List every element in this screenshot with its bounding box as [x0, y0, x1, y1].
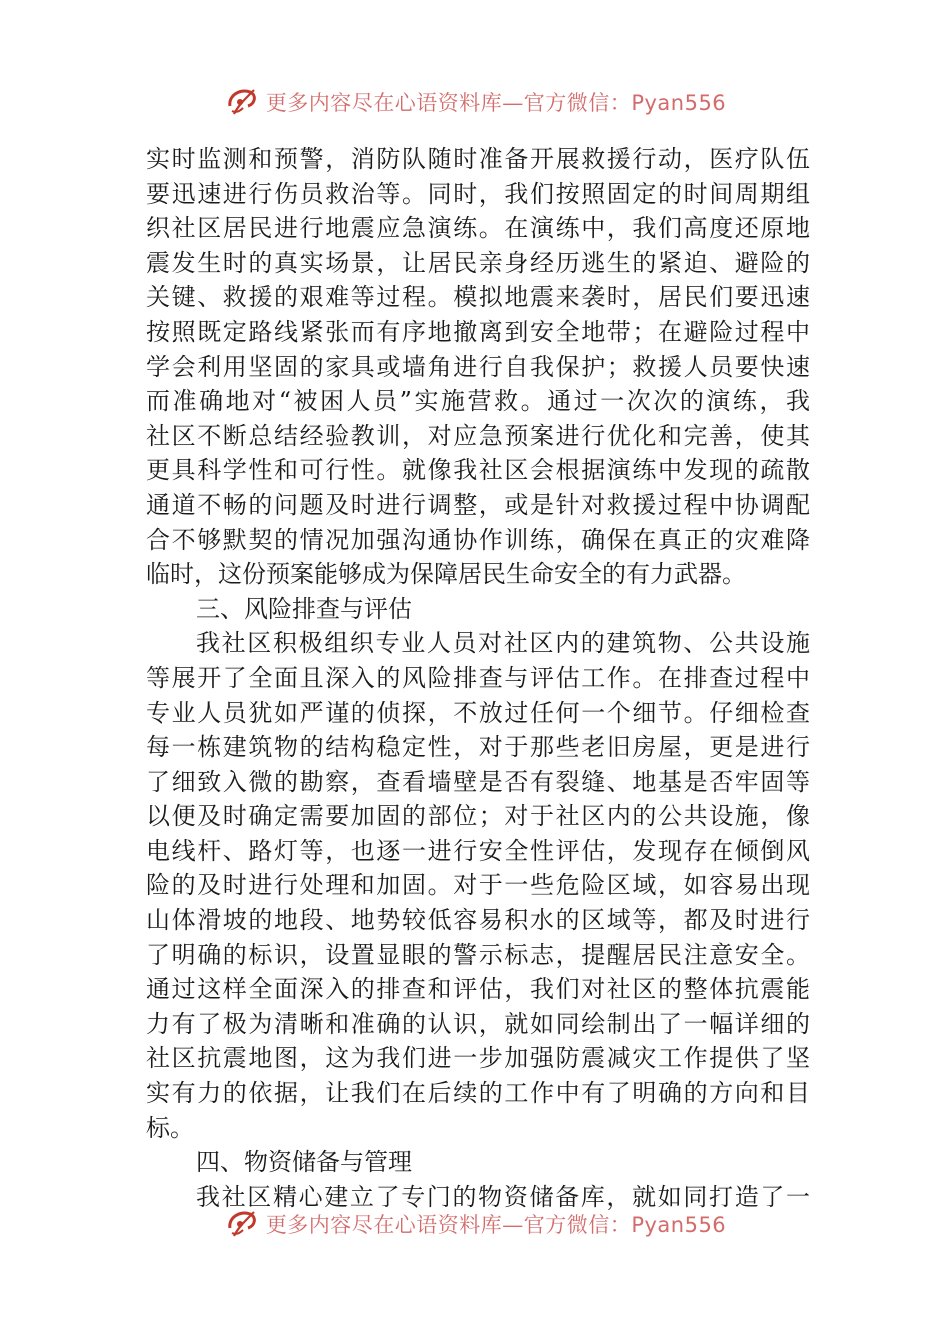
watermark-wechat-id: Pyan556 [631, 1213, 727, 1237]
watermark-footer [0, 1204, 950, 1244]
text-line: 关键、救援的艰难等过程。模拟地震来袭时，居民们要迅速 [146, 283, 810, 312]
watermark-wechat-id: Pyan556 [631, 91, 727, 115]
text-line: 合不够默契的情况加强沟通协作训练，确保在真正的灾难降 [146, 525, 810, 554]
section-heading: 四、物资储备与管理 [196, 1148, 412, 1177]
section-heading: 三、风险排查与评估 [196, 594, 412, 623]
pen-swirl-logo-icon [224, 84, 262, 120]
text-line: 力有了极为清晰和准确的认识，就如同绘制出了一幅详细的 [146, 1009, 810, 1038]
text-line: 山体滑坡的地段、地势较低容易积水的区域等，都及时进行 [146, 906, 810, 935]
text-line: 了细致入微的勘察，查看墙壁是否有裂缝、地基是否牢固等 [146, 767, 810, 796]
text-line: 了明确的标识，设置显眼的警示标志，提醒居民注意安全。 [146, 940, 810, 969]
text-line: 我社区积极组织专业人员对社区内的建筑物、公共设施 [196, 629, 810, 658]
text-line: 专业人员犹如严谨的侦探，不放过任何一个细节。仔细检查 [146, 698, 810, 727]
text-line: 通过这样全面深入的排查和评估，我们对社区的整体抗震能 [146, 975, 810, 1004]
watermark-text: 更多内容尽在心语资料库—官方微信： [265, 1213, 632, 1237]
document-body [146, 142, 810, 1214]
text-line: 我社区精心建立了专门的物资储备库，就如同打造了一 [196, 1182, 810, 1211]
text-line: 社区不断总结经验教训，对应急预案进行优化和完善，使其 [146, 421, 810, 450]
text-line: 震发生时的真实场景，让居民亲身经历逃生的紧迫、避险的 [146, 248, 810, 277]
text-line: 按照既定路线紧张而有序地撤离到安全地带；在避险过程中 [146, 317, 810, 346]
text-line: 实有力的依据，让我们在后续的工作中有了明确的方向和目 [146, 1079, 810, 1108]
text-line: 电线杆、路灯等，也逐一进行安全性评估，发现存在倾倒风 [146, 836, 810, 865]
text-line: 以便及时确定需要加固的部位；对于社区内的公共设施，像 [146, 802, 810, 831]
text-line: 每一栋建筑物的结构稳定性，对于那些老旧房屋，更是进行 [146, 733, 810, 762]
text-line: 学会利用坚固的家具或墙角进行自我保护；救援人员要快速 [146, 352, 810, 381]
text-line: 等展开了全面且深入的风险排查与评估工作。在排查过程中 [146, 663, 810, 692]
watermark-header [0, 82, 950, 122]
text-line: 社区抗震地图，这为我们进一步加强防震减灾工作提供了坚 [146, 1044, 810, 1073]
text-line: 实时监测和预警，消防队随时准备开展救援行动，医疗队伍 [146, 145, 810, 173]
text-line: 险的及时进行处理和加固。对于一些危险区域，如容易出现 [146, 871, 810, 900]
text-line: 临时，这份预案能够成为保障居民生命安全的有力武器。 [146, 560, 746, 589]
watermark-text: 更多内容尽在心语资料库—官方微信： [265, 91, 632, 115]
text-line: 更具科学性和可行性。就像我社区会根据演练中发现的疏散 [146, 456, 810, 485]
text-line: 要迅速进行伤员救治等。同时，我们按照固定的时间周期组 [146, 179, 810, 208]
pen-swirl-logo-icon [224, 1206, 262, 1242]
text-line: 而准确地对“被困人员”实施营救。通过一次次的演练，我 [146, 387, 810, 416]
text-line: 织社区居民进行地震应急演练。在演练中，我们高度还原地 [146, 214, 810, 243]
text-line: 标。 [146, 1113, 194, 1142]
text-line: 通道不畅的问题及时进行调整，或是针对救援过程中协调配 [146, 490, 810, 519]
